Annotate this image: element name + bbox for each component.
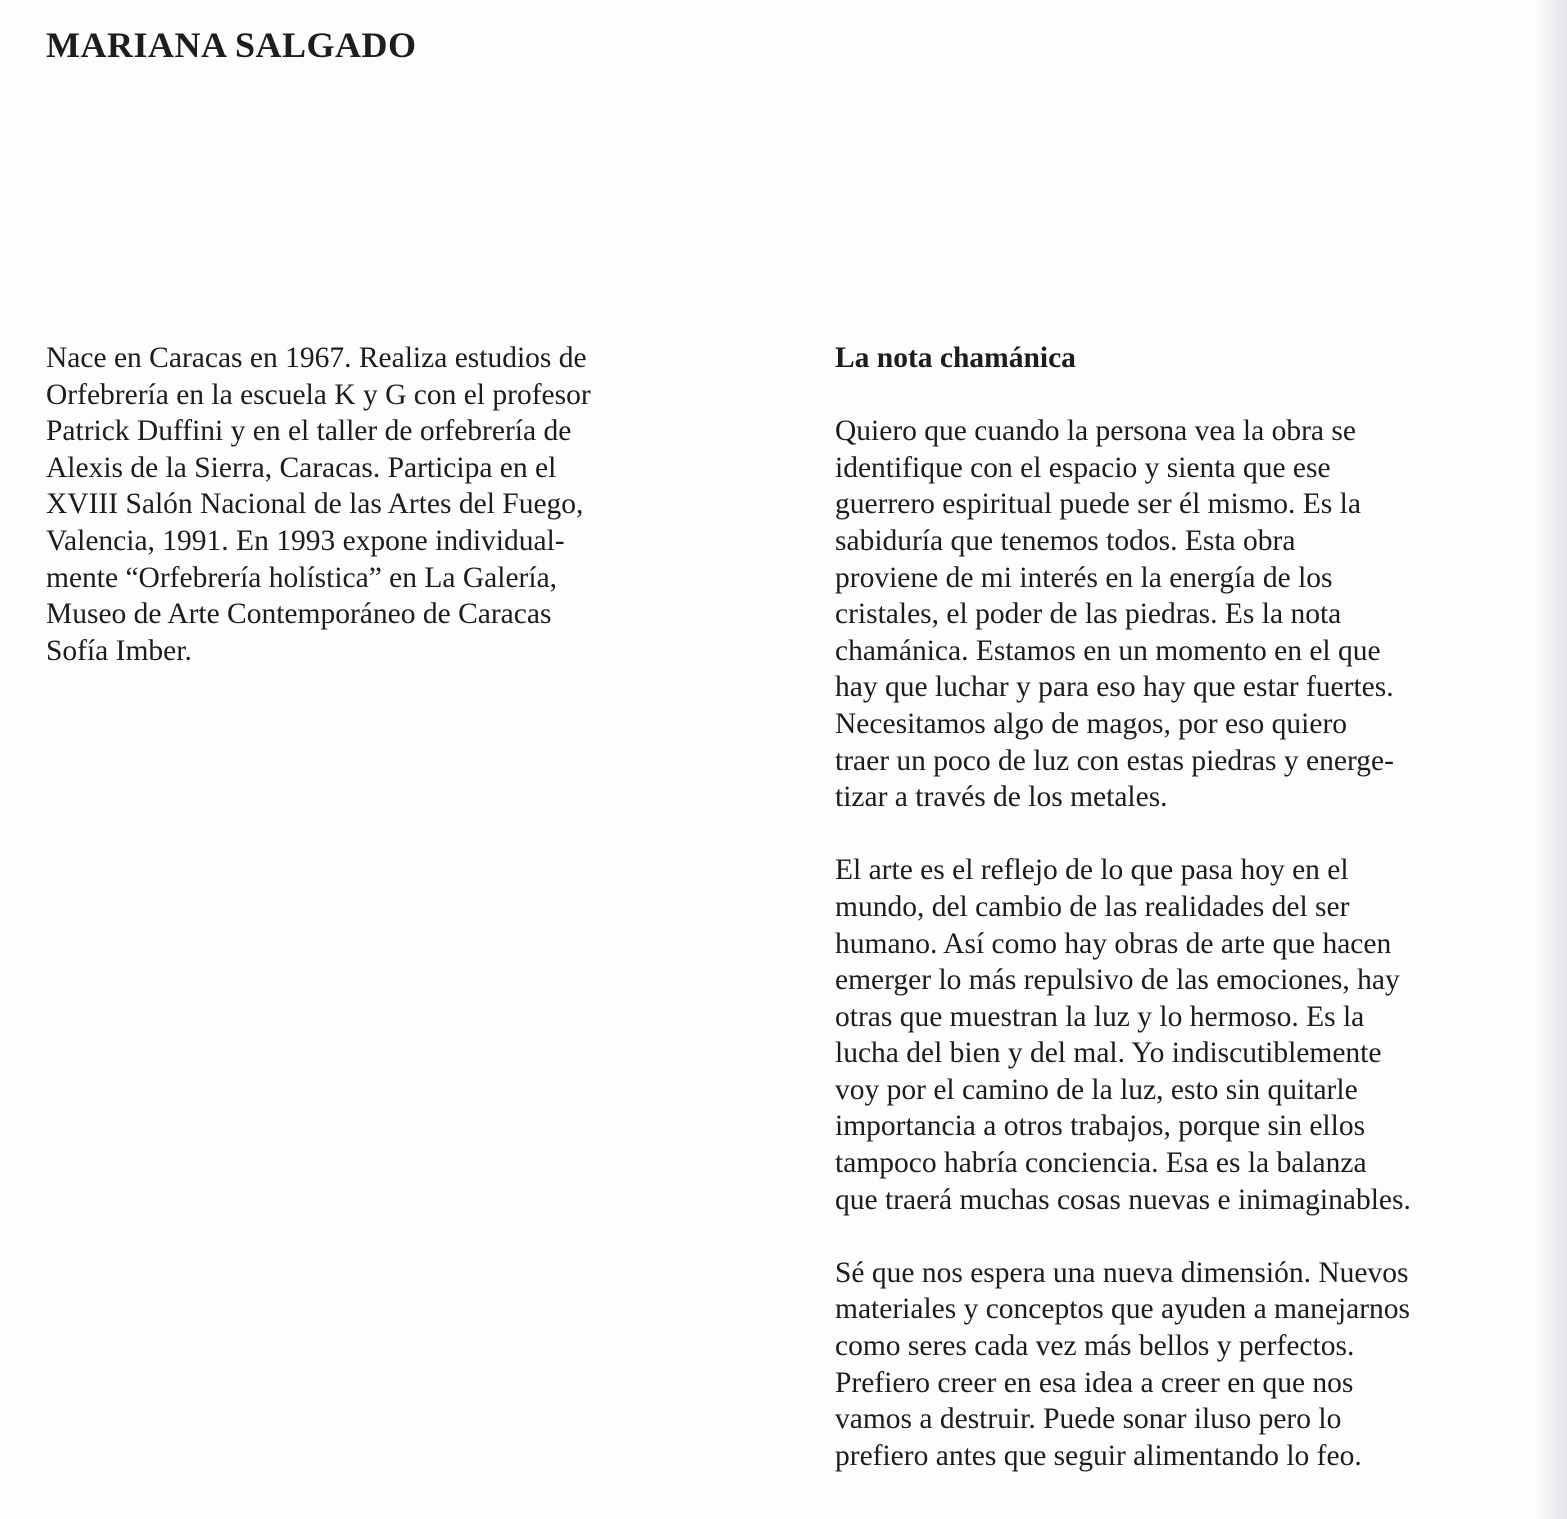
essay-line: proviene de mi interés en la energía de los (835, 561, 1333, 594)
essay-line: Prefiero creer en esa idea a creer en que nos (835, 1366, 1354, 1399)
essay-line: Sé que nos espera una nueva dimensión. Nuevos (835, 1256, 1409, 1289)
essay-heading: La nota chamánica (835, 342, 1076, 374)
bio-line: mente “Orfebrería holística” en La Galería, (46, 561, 558, 594)
essay-column (835, 340, 1555, 1511)
bio-line: Sofía Imber. (46, 634, 192, 667)
essay-line: como seres cada vez más bellos y perfectos. (835, 1330, 1355, 1363)
bio-line: Museo de Arte Contemporáneo de Caracas (46, 598, 552, 631)
essay-paragraph-3 (835, 1255, 1555, 1475)
essay-line: importancia a otros trabajos, porque sin ellos (835, 1110, 1366, 1143)
essay-line: identifique con el espacio y sienta que ese (835, 451, 1331, 484)
essay-line: Necesitamos algo de magos, por eso quiero (835, 707, 1348, 740)
essay-line: tizar a través de los metales. (835, 781, 1168, 814)
essay-line: traer un poco de luz con estas piedras y energe- (835, 744, 1394, 777)
bio-column (46, 340, 766, 669)
essay-line: vamos a destruir. Puede sonar iluso pero lo (835, 1403, 1342, 1436)
essay-line: otras que muestran la luz y lo hermoso. Es la (835, 1000, 1365, 1033)
essay-line: hay que luchar y para eso hay que estar fuertes. (835, 671, 1394, 704)
essay-line: sabiduría que tenemos todos. Esta obra (835, 524, 1296, 557)
essay-line: mundo, del cambio de las realidades del ser (835, 890, 1350, 923)
essay-line: Quiero que cuando la persona vea la obra se (835, 415, 1356, 448)
essay-paragraph-2 (835, 852, 1555, 1218)
essay-line: lucha del bien y del mal. Yo indiscutiblemente (835, 1037, 1382, 1070)
bio-line: Patrick Duffini y en el taller de orfebrería de (46, 415, 572, 448)
artist-name-title: MARIANA SALGADO (46, 25, 417, 65)
essay-line: El arte es el reflejo de lo que pasa hoy en el (835, 854, 1349, 887)
essay-line: tampoco habría conciencia. Esa es la balanza (835, 1147, 1367, 1180)
essay-line: chamánica. Estamos en un momento en el que (835, 634, 1381, 667)
bio-line: XVIII Salón Nacional de las Artes del Fuego, (46, 488, 584, 521)
essay-line: materiales y conceptos que ayuden a manejarnos (835, 1293, 1411, 1326)
essay-line: humano. Así como hay obras de arte que hacen (835, 927, 1392, 960)
essay-paragraph-1 (835, 413, 1555, 816)
essay-line: voy por el camino de la luz, esto sin quitarle (835, 1073, 1358, 1106)
essay-line: prefiero antes que seguir alimentando lo feo. (835, 1439, 1362, 1472)
essay-line: que traerá muchas cosas nuevas e inimaginables. (835, 1183, 1411, 1216)
essay-line: guerrero espiritual puede ser él mismo. Es la (835, 488, 1361, 521)
bio-line: Nace en Caracas en 1967. Realiza estudios de (46, 342, 587, 374)
bio-line: Valencia, 1991. En 1993 expone individual- (46, 524, 565, 557)
bio-line: Orfebrería en la escuela K y G con el profesor (46, 378, 591, 411)
bio-line: Alexis de la Sierra, Caracas. Participa en el (46, 451, 557, 484)
essay-line: cristales, el poder de las piedras. Es la nota (835, 598, 1342, 631)
essay-line: emerger lo más repulsivo de las emociones, hay (835, 964, 1400, 997)
